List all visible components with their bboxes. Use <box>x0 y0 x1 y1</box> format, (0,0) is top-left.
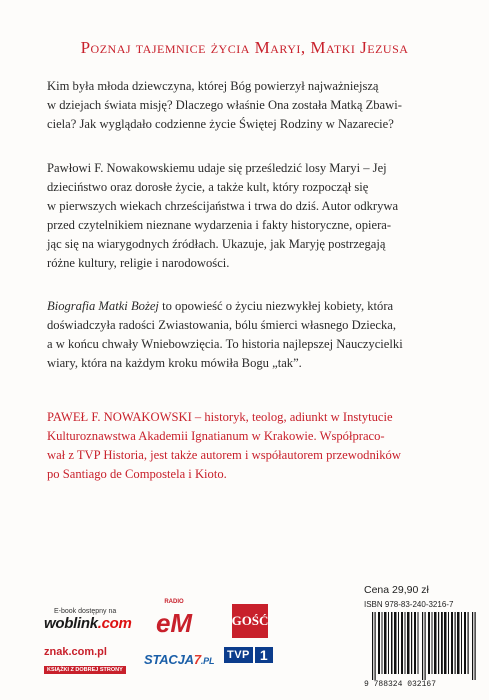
znak-logo <box>44 646 126 676</box>
text-line <box>47 297 445 316</box>
text-line: ciela? Jak wyglądało codzienne życie Świętej Rodziny w Nazarecie? <box>47 117 394 131</box>
text-line: Kim była młoda dziewczyna, której Bóg powierzył najważniejszą <box>47 79 379 93</box>
text-line: w pierwszych wiekach chrześcijaństwa i trwa do dziś. Autor odkrywa <box>47 199 399 213</box>
text-line: różne kultury, religie i narodowości. <box>47 256 230 270</box>
text-line: Kulturoznawstwa Akademii Ignatianum w Krakowie. Współpraco- <box>47 429 385 443</box>
intro-paragraph <box>47 77 445 134</box>
barcode-icon <box>370 612 478 680</box>
author-bio <box>47 408 445 484</box>
stacja-word: STACJA <box>144 652 194 667</box>
radio-em-mark: eM <box>155 608 193 638</box>
text-line: PAWEŁ F. NOWAKOWSKI – historyk, teolog, adiunkt w Instytucie <box>47 410 393 424</box>
cover-heading: Poznaj tajemnice życia Maryi, Matki Jezusa <box>80 38 409 57</box>
barcode-block <box>364 600 482 692</box>
stacja-seven: 7 <box>193 652 201 667</box>
price-label: Cena 29,90 zł <box>364 584 429 596</box>
text-line: wał z TVP Historia, jest także autorem i współautorem przewodników <box>47 448 401 462</box>
stacja-pl: .PL <box>200 656 215 666</box>
description-paragraph <box>47 159 445 273</box>
text-line: w dziejach świata misję? Dlaczego właśnie Ona została Matką Zbawi- <box>47 98 402 112</box>
text-line: dzieciństwo oraz dorosłe życie, a także kult, który rozpoczął się <box>47 180 369 194</box>
text-line: przed czytelnikiem nieznane wydarzenia i fakty historyczne, opiera- <box>47 218 392 232</box>
radio-em-logo <box>152 594 196 642</box>
book-summary-paragraph <box>47 297 445 373</box>
gosc-logo: GOŚĆ <box>232 604 268 638</box>
znak-wordmark: znak.com.pl <box>44 646 107 658</box>
znak-tagline: KSIĄŻKI Z DOBREJ STRONY <box>44 666 126 674</box>
text-fragment: to opowieść o życiu niezwykłej kobiety, która <box>158 299 394 313</box>
isbn-label: ISBN 978-83-240-3216-7 <box>364 600 454 609</box>
woblink-tld: .com <box>97 615 132 632</box>
text-line: jąc się na wiarygodnych źródłach. Ukazuje, jak Maryję postrzegają <box>47 237 386 251</box>
tvp-label: TVP <box>224 647 253 663</box>
text-line: a w końcu chwały Wniebowzięcia. To historia najlepszej Nauczycielki <box>47 337 403 351</box>
woblink-wordmark <box>44 615 132 632</box>
text-line: wiary, która na każdym kroku mówiła Bogu „tak”. <box>47 356 302 370</box>
text-line: Pawłowi F. Nowakowskiemu udaje się prześledzić losy Maryi – Jej <box>47 161 387 175</box>
text-line: doświadczyła radości Zwiastowania, bólu śmierci własnego Dziecka, <box>47 318 397 332</box>
radio-label: RADIO <box>164 599 184 605</box>
stacja7-logo <box>144 652 214 667</box>
tvp1-logo <box>224 644 274 666</box>
tvp-one: 1 <box>255 647 273 663</box>
woblink-name: woblink <box>44 615 98 632</box>
text-line: po Santiago de Compostela i Kioto. <box>47 467 227 481</box>
barcode-digits: 9 788324 032167 <box>364 680 437 689</box>
woblink-logo <box>44 608 132 633</box>
book-title-italic: Biografia Matki Bożej <box>47 299 159 313</box>
woblink-caption: E-book dostępny na <box>54 608 117 615</box>
